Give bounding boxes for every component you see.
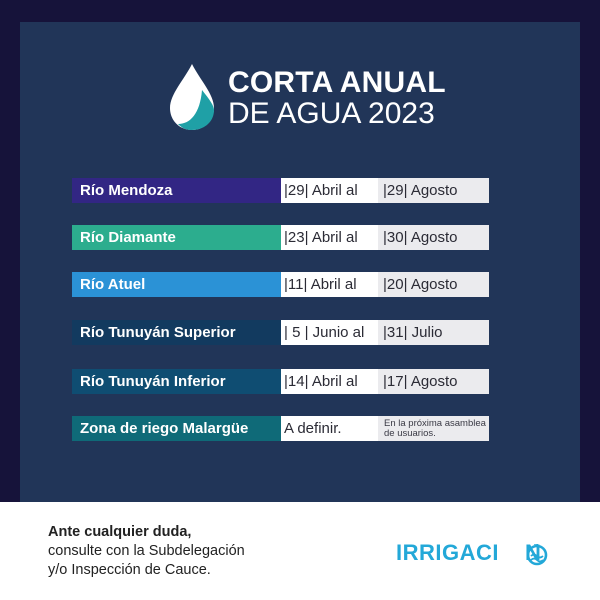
river-label: Río Mendoza	[72, 178, 281, 203]
irrigacion-logo	[396, 540, 541, 566]
schedule-row	[72, 272, 489, 297]
water-waves-icon	[524, 544, 550, 566]
start-date: | 5 | Junio al	[281, 320, 378, 345]
water-drop-icon	[166, 62, 218, 132]
schedule-row	[72, 178, 489, 203]
schedule-row	[72, 225, 489, 250]
schedule-row	[72, 369, 489, 394]
start-date: |14| Abril al	[281, 369, 378, 394]
river-label: Río Tunuyán Inferior	[72, 369, 281, 394]
river-label: Río Diamante	[72, 225, 281, 250]
footer-line-1: Ante cualquier duda,	[48, 524, 192, 540]
start-date: A definir.	[281, 416, 378, 441]
footer-line-2: consulte con la Subdelegación	[48, 543, 245, 559]
start-date: |23| Abril al	[281, 225, 378, 250]
end-date-note: En la próxima asamblea de usuarios.	[378, 416, 489, 441]
end-date: |30| Agosto	[378, 225, 489, 250]
header	[20, 62, 580, 142]
end-date: |29| Agosto	[378, 178, 489, 203]
end-date: |31| Julio	[378, 320, 489, 345]
footer	[0, 502, 600, 600]
end-date: |20| Agosto	[378, 272, 489, 297]
schedule-row	[72, 320, 489, 345]
start-date: |29| Abril al	[281, 178, 378, 203]
schedule-row	[72, 416, 489, 441]
start-date: |11| Abril al	[281, 272, 378, 297]
river-label: Zona de riego Malargüe	[72, 416, 281, 441]
end-date: |17| Agosto	[378, 369, 489, 394]
logo-text-suffix: N	[525, 540, 542, 565]
logo-text: IRRIGACI	[396, 540, 499, 565]
title-line-2: DE AGUA 2023	[228, 97, 435, 130]
title-line-1: CORTA ANUAL	[228, 66, 446, 99]
river-label: Río Atuel	[72, 272, 281, 297]
footer-line-3: y/o Inspección de Cauce.	[48, 562, 211, 578]
river-label: Río Tunuyán Superior	[72, 320, 281, 345]
